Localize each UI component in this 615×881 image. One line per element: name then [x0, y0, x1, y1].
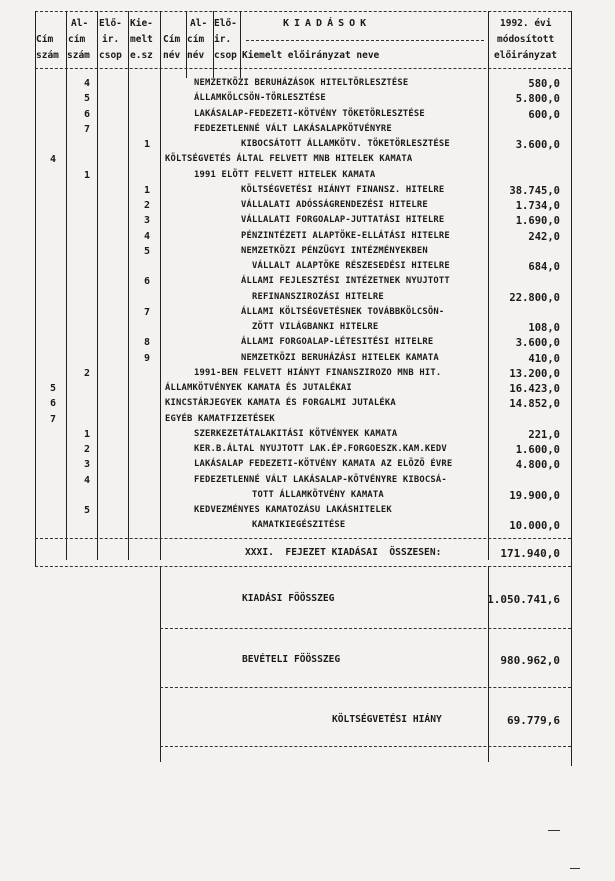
- header-kiemelt-line3: e.sz: [130, 50, 153, 61]
- row-description: KÖLTSÉGVETÉS ÁLTAL FELVETT MNB HITELEK KAMATA: [165, 154, 413, 164]
- column-header-name: Kiemelt előirányzat neve: [242, 50, 380, 61]
- header-alcim-line1: Al-: [71, 18, 89, 29]
- summary-rule-3: [160, 746, 571, 747]
- header-bottom-rule: [35, 68, 571, 69]
- cim-number: 4: [50, 154, 57, 165]
- table-row: [0, 216, 615, 230]
- summary-rule-2: [160, 687, 571, 688]
- row-amount: 221,0: [528, 429, 560, 441]
- table-row: [0, 94, 615, 108]
- row-amount: 1.690,0: [515, 215, 560, 227]
- row-amount: 5.800,0: [515, 93, 560, 105]
- alcim-number: 5: [84, 93, 91, 104]
- table-row: [0, 521, 615, 535]
- row-description: ÁLLAMI KÖLTSÉGVETÉSNEK TOVÁBBKÖLCSÖN-: [241, 307, 445, 317]
- table-row: [0, 247, 615, 261]
- kiemelt-number: 9: [144, 353, 151, 364]
- row-description: LAKÁSALAP FEDEZETI-KÖTVÉNY KAMATA AZ ELÖZÖ ÉVRE: [194, 459, 453, 469]
- row-amount: 242,0: [528, 231, 560, 243]
- alcim-number: 1: [84, 429, 91, 440]
- row-description: REFINANSZIROZÁSI HITELRE: [241, 292, 384, 302]
- row-description: KINCSTÁRJEGYEK KAMATA ÉS FORGALMI JUTALÉKA: [165, 398, 396, 408]
- header-eloir2-line1: Elő-: [214, 18, 237, 29]
- alcim-number: 6: [84, 109, 91, 120]
- row-description: TOTT ÁLLAMKÖTVÉNY KAMATA: [241, 490, 384, 500]
- column-separator: [186, 11, 187, 78]
- chapter-total-amount: 171.940,0: [500, 547, 560, 560]
- row-description: ZÖTT VILÁGBANKI HITELRE: [241, 322, 379, 332]
- summary-label-hiany: KÖLTSÉGVETÉSI HIÁNY: [332, 714, 442, 725]
- row-amount: 410,0: [528, 353, 560, 365]
- total-bottom-rule: [35, 566, 571, 567]
- header-title-rule: [246, 40, 484, 41]
- row-description: VÁLLALATI FORGOALAP-JUTTATÁSI HITELRE: [241, 215, 445, 225]
- table-row: [0, 277, 615, 291]
- kiemelt-number: 3: [144, 215, 151, 226]
- header-kiemelt-line1: Kie-: [130, 18, 153, 29]
- row-amount: 16.423,0: [509, 383, 560, 395]
- table-row: [0, 476, 615, 490]
- header-alcimnev-line2: cím: [187, 34, 205, 45]
- header-cimnev-line1: Cím: [163, 34, 181, 45]
- summary-label-kiadasi: KIADÁSI FÖÖSSZEG: [242, 593, 335, 604]
- row-description: 1991 ELÖTT FELVETT HITELEK KAMATA: [194, 170, 376, 180]
- column-separator: [213, 11, 214, 78]
- row-amount: 22.800,0: [509, 292, 560, 304]
- alcim-number: 1: [84, 170, 91, 181]
- stray-mark: [570, 868, 580, 869]
- page-title: KIADÁSOK: [283, 18, 372, 29]
- row-description: SZERKEZETÁTALAKITÁSI KÖTVÉNYEK KAMATA: [194, 429, 398, 439]
- table-row: [0, 399, 615, 413]
- row-description: 1991-BEN FELVETT HIÁNYT FINANSZIROZO MNB HIT.: [194, 368, 442, 378]
- row-description: LAKÁSALAP-FEDEZETI-KÖTVÉNY TÖKETÖRLESZTÉSE: [194, 109, 425, 119]
- row-amount: 13.200,0: [509, 368, 560, 380]
- row-description: NEMZETKÖZI BERUHÁZÁSOK HITELTÖRLESZTÉSE: [194, 78, 409, 88]
- alcim-number: 2: [84, 444, 91, 455]
- row-amount: 1.600,0: [515, 444, 560, 456]
- table-row: [0, 338, 615, 352]
- cim-number: 7: [50, 414, 57, 425]
- summary-rule-1: [160, 628, 571, 629]
- amount-header-line2: módosított: [497, 34, 555, 45]
- kiemelt-number: 7: [144, 307, 151, 318]
- table-row: [0, 201, 615, 215]
- column-separator: [160, 566, 161, 762]
- column-separator: [240, 11, 241, 78]
- table-row: [0, 293, 615, 307]
- table-row: [0, 125, 615, 139]
- cim-number: 6: [50, 398, 57, 409]
- header-eloir-line3: csop: [99, 50, 122, 61]
- header-cimnev-line2: név: [163, 50, 181, 61]
- row-description: VÁLLALATI ADÓSSÁGRENDEZÉSI HITELRE: [241, 200, 428, 210]
- row-amount: 684,0: [528, 261, 560, 273]
- table-row: [0, 186, 615, 200]
- row-description: KER.B.ÁLTAL NYUJTOTT LAK.ÉP.FORGOESZK.KAM.KEDV: [194, 444, 447, 454]
- row-description: KIBOCSÁTOTT ÁLLAMKÖTV. TÖKETÖRLESZTÉSE: [241, 139, 450, 149]
- header-alcim-line3: szám: [67, 50, 90, 61]
- row-description: VÁLLALT ALAPTÖKE RÉSZESEDÉSI HITELRE: [241, 261, 450, 271]
- row-amount: 19.900,0: [509, 490, 560, 502]
- alcim-number: 2: [84, 368, 91, 379]
- table-row: [0, 369, 615, 383]
- row-description: KEDVEZMÉNYES KAMATOZÁSU LAKÁSHITELEK: [194, 505, 392, 515]
- chapter-total-label: XXXI. FEJEZET KIADÁSAI ÖSSZESEN:: [245, 547, 442, 558]
- summary-amount-kiadasi: 1.050.741,6: [487, 593, 560, 606]
- header-eloir-line1: Elő-: [99, 18, 122, 29]
- row-description: KÖLTSÉGVETÉSI HIÁNYT FINANSZ. HITELRE: [241, 185, 445, 195]
- row-amount: 600,0: [528, 109, 560, 121]
- row-description: FEDEZETLENNÉ VÁLT LAKÁSALAP-KÖTVÉNYRE KIBOCSÁ-: [194, 475, 447, 485]
- row-amount: 580,0: [528, 78, 560, 90]
- summary-amount-beveteli: 980.962,0: [500, 654, 560, 667]
- total-top-rule: [35, 538, 571, 539]
- alcim-number: 3: [84, 459, 91, 470]
- row-amount: 4.800,0: [515, 459, 560, 471]
- header-eloir-line2: ir.: [102, 34, 120, 45]
- header-eloir2-line2: ir.: [214, 34, 232, 45]
- row-amount: 108,0: [528, 322, 560, 334]
- kiemelt-number: 4: [144, 231, 151, 242]
- row-description: ÁLLAMI FEJLESZTÉSI INTÉZETNEK NYUJTOTT: [241, 276, 450, 286]
- amount-header-line1: 1992. évi: [500, 18, 552, 29]
- kiemelt-number: 2: [144, 200, 151, 211]
- alcim-number: 5: [84, 505, 91, 516]
- row-description: PÉNZINTÉZETI ALAPTÖKE-ELLÁTÁSI HITELRE: [241, 231, 450, 241]
- cim-number: 5: [50, 383, 57, 394]
- row-amount: 10.000,0: [509, 520, 560, 532]
- row-description: ÁLLAMKÖTVÉNYEK KAMATA ÉS JUTALÉKAI: [165, 383, 352, 393]
- header-alcim-line2: cím: [68, 34, 86, 45]
- kiemelt-number: 8: [144, 337, 151, 348]
- table-row: [0, 110, 615, 124]
- summary-amount-hiany: 69.779,6: [507, 714, 560, 727]
- table-row: [0, 430, 615, 444]
- header-top-rule: [35, 11, 571, 12]
- header-alcimnev-line3: név: [187, 50, 205, 61]
- kiemelt-number: 6: [144, 276, 151, 287]
- alcim-number: 4: [84, 78, 91, 89]
- table-row: [0, 415, 615, 429]
- row-description: KAMATKIEGÉSZITÉSE: [241, 520, 346, 530]
- table-row: [0, 155, 615, 169]
- header-kiemelt-line2: melt: [130, 34, 153, 45]
- summary-label-beveteli: BEVÉTELI FÖÖSSZEG: [242, 654, 341, 665]
- table-row: [0, 232, 615, 246]
- table-row: [0, 506, 615, 520]
- table-row: [0, 308, 615, 322]
- row-description: ÁLLAMKÖLCSÖN-TÖRLESZTÉSE: [194, 93, 326, 103]
- kiemelt-number: 1: [144, 139, 151, 150]
- header-eloir2-line3: csop: [214, 50, 237, 61]
- alcim-number: 7: [84, 124, 91, 135]
- row-amount: 1.734,0: [515, 200, 560, 212]
- amount-header-line3: előirányzat: [494, 50, 557, 61]
- header-alcimnev-line1: Al-: [190, 18, 208, 29]
- row-amount: 14.852,0: [509, 398, 560, 410]
- row-description: EGYÉB KAMATFIZETÉSEK: [165, 414, 275, 424]
- table-row: [0, 491, 615, 505]
- row-amount: 3.600,0: [515, 337, 560, 349]
- row-amount: 3.600,0: [515, 139, 560, 151]
- kiemelt-number: 1: [144, 185, 151, 196]
- header-cim-line2: szám: [36, 50, 59, 61]
- header-cim-line1: Cím: [36, 34, 54, 45]
- stray-mark: [548, 830, 560, 831]
- table-row: [0, 262, 615, 276]
- table-row: [0, 460, 615, 474]
- alcim-number: 4: [84, 475, 91, 486]
- row-description: NEMZETKÖZI BERUHÁZÁSI HITELEK KAMATA: [241, 353, 439, 363]
- row-description: ÁLLAMI FORGOALAP-LÉTESITÉSI HITELRE: [241, 337, 434, 347]
- table-row: [0, 140, 615, 154]
- row-description: NEMZETKÖZI PÉNZÜGYI INTÉZMÉNYEKBEN: [241, 246, 428, 256]
- kiemelt-number: 5: [144, 246, 151, 257]
- table-row: [0, 354, 615, 368]
- row-amount: 38.745,0: [509, 185, 560, 197]
- table-row: [0, 171, 615, 185]
- table-row: [0, 445, 615, 459]
- table-row: [0, 384, 615, 398]
- table-row: [0, 79, 615, 93]
- row-description: FEDEZETLENNÉ VÁLT LAKÁSALAPKÖTVÉNYRE: [194, 124, 392, 134]
- table-row: [0, 323, 615, 337]
